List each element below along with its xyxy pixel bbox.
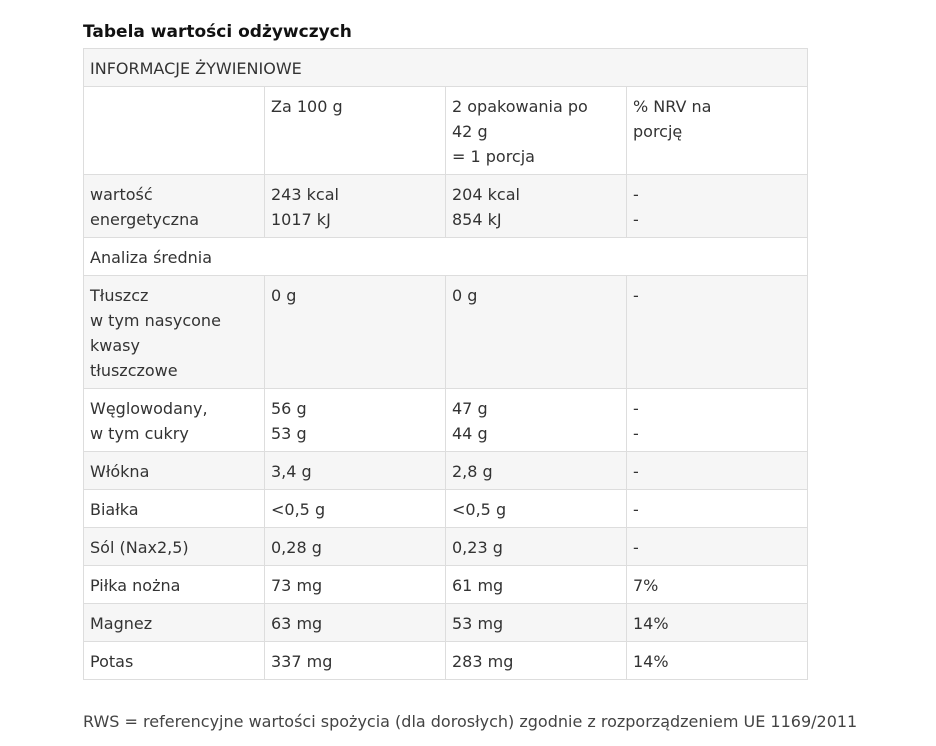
cell-portion (446, 389, 627, 452)
header-portion (446, 87, 627, 175)
header-portion-line: = 1 porcja (452, 147, 535, 166)
row-label: Sól (Nax2,5) (84, 528, 265, 566)
cell-nrv: 7% (627, 566, 808, 604)
header-portion-line: 2 opakowania po (452, 97, 588, 116)
cell-per-100g: <0,5 g (265, 490, 446, 528)
cell-portion (446, 175, 627, 238)
cell-nrv: 14% (627, 604, 808, 642)
header-empty-cell (84, 87, 265, 175)
cell-portion: 61 mg (446, 566, 627, 604)
cell-nrv: 14% (627, 642, 808, 680)
value-line: 854 kJ (452, 210, 502, 229)
table-row-magnesium (84, 604, 808, 642)
cell-nrv: - (627, 490, 808, 528)
cell-per-100g (265, 175, 446, 238)
cell-per-100g: 337 mg (265, 642, 446, 680)
table-row-energy (84, 175, 808, 238)
header-nrv-line: porcję (633, 122, 683, 141)
label-line: Węglowodany, (90, 399, 208, 418)
row-label: Potas (84, 642, 265, 680)
value-line: 1017 kJ (271, 210, 331, 229)
value-line: 56 g (271, 399, 307, 418)
value-line: - (633, 424, 639, 443)
cell-nrv: - (627, 276, 808, 389)
table-row-analysis (84, 238, 808, 276)
cell-portion: 53 mg (446, 604, 627, 642)
cell-portion: 0 g (446, 276, 627, 389)
cell-nrv: - (627, 452, 808, 490)
table-row-fiber (84, 452, 808, 490)
cell-per-100g (265, 389, 446, 452)
cell-per-100g: 63 mg (265, 604, 446, 642)
cell-per-100g: 3,4 g (265, 452, 446, 490)
section-header: INFORMACJE ŻYWIENIOWE (84, 49, 808, 87)
analysis-label: Analiza średnia (84, 238, 808, 276)
header-per-100g: Za 100 g (265, 87, 446, 175)
value-line: - (633, 399, 639, 418)
column-header-row (84, 87, 808, 175)
footnote: RWS = referencyjne wartości spożycia (dla dorosłych) zgodnie z rozporządzeniem UE 1169/2011 (83, 712, 858, 731)
header-nrv (627, 87, 808, 175)
table-row-protein (84, 490, 808, 528)
header-nrv-line: % NRV na (633, 97, 712, 116)
row-label: wartość energetyczna (84, 175, 265, 238)
cell-nrv (627, 389, 808, 452)
cell-portion: 283 mg (446, 642, 627, 680)
row-label (84, 276, 265, 389)
header-portion-line: 42 g (452, 122, 488, 141)
value-line: 243 kcal (271, 185, 339, 204)
cell-per-100g: 73 mg (265, 566, 446, 604)
value-line: 47 g (452, 399, 488, 418)
cell-portion: 2,8 g (446, 452, 627, 490)
label-line: Tłuszcz (90, 286, 149, 305)
table-row-potassium (84, 642, 808, 680)
value-line: 53 g (271, 424, 307, 443)
value-line: 44 g (452, 424, 488, 443)
table-row-carbs (84, 389, 808, 452)
label-line: w tym cukry (90, 424, 189, 443)
row-label: Włókna (84, 452, 265, 490)
row-label: Piłka nożna (84, 566, 265, 604)
cell-nrv (627, 175, 808, 238)
row-label (84, 389, 265, 452)
cell-per-100g: 0 g (265, 276, 446, 389)
section-header-row (84, 49, 808, 87)
cell-nrv: - (627, 528, 808, 566)
label-line: w tym nasycone kwasy (90, 311, 221, 355)
value-line: - (633, 210, 639, 229)
nutrition-table (83, 48, 808, 680)
label-line: tłuszczowe (90, 361, 178, 380)
cell-per-100g: 0,28 g (265, 528, 446, 566)
table-row-pilka (84, 566, 808, 604)
cell-portion: 0,23 g (446, 528, 627, 566)
page-title: Tabela wartości odżywczych (83, 22, 352, 42)
value-line: - (633, 185, 639, 204)
table-row-salt (84, 528, 808, 566)
row-label: Magnez (84, 604, 265, 642)
row-label: Białka (84, 490, 265, 528)
value-line: 204 kcal (452, 185, 520, 204)
table-row-fat (84, 276, 808, 389)
cell-portion: <0,5 g (446, 490, 627, 528)
